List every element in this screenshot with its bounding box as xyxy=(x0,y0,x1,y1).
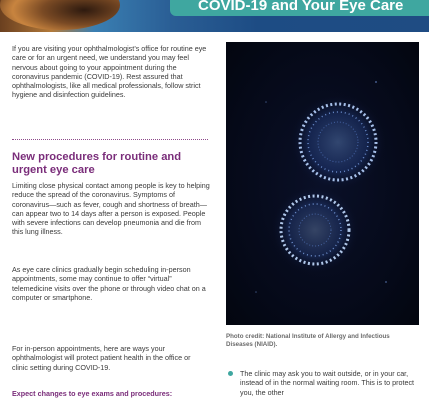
section-heading: New procedures for routine and urgent eye care xyxy=(12,151,182,176)
section-divider xyxy=(12,139,208,140)
body-paragraph: As eye care clinics gradually begin scheduling in-person appointments, some may continue to offer “virtual” telemedicine visits over the phone or through video chat on a computer or smartphone. xyxy=(12,265,206,302)
header-banner xyxy=(0,0,429,32)
list-item xyxy=(226,369,418,397)
page-title: COVID-19 and Your Eye Care xyxy=(198,0,404,14)
body-paragraph: Limiting close physical contact among people is key to helping reduce the spread of the coronavirus. Symptoms of coronavirus—such as fever, cough and shortness of breath—can appear two to 14 days after a person is exposed. People with severe infections can develop pneumonia and die from this lung illness. xyxy=(12,181,210,237)
intro-paragraph: If you are visiting your ophthalmologist’s office for routine eye care or for an urgent need, we understand you may feel nervous about going to your appointment during the coronavirus pandemic (COVID-19). Rest assured that ophthalmologists, like all medical professionals, follow strict hygiene and disinfection guidelines. xyxy=(12,44,207,100)
bullet-icon xyxy=(228,371,233,376)
micrograph-illustration xyxy=(226,42,419,325)
eye-image xyxy=(0,0,120,30)
subheading: Expect changes to eye exams and procedures: xyxy=(12,389,173,398)
bullet-list xyxy=(226,369,418,397)
intro-block xyxy=(12,44,212,100)
body-paragraph: For in-person appointments, here are ways your ophthalmologist will protect patient health in the office or clinic setting during COVID-19. xyxy=(12,344,191,372)
list-item-text: The clinic may ask you to wait outside, or in your car, instead of in the normal waiting room. This is to protect you, the other xyxy=(240,369,415,397)
virus-micrograph xyxy=(226,42,419,325)
photo-caption: Photo credit: National Institute of Allergy and Infectious Diseases (NIAID). xyxy=(226,333,390,348)
